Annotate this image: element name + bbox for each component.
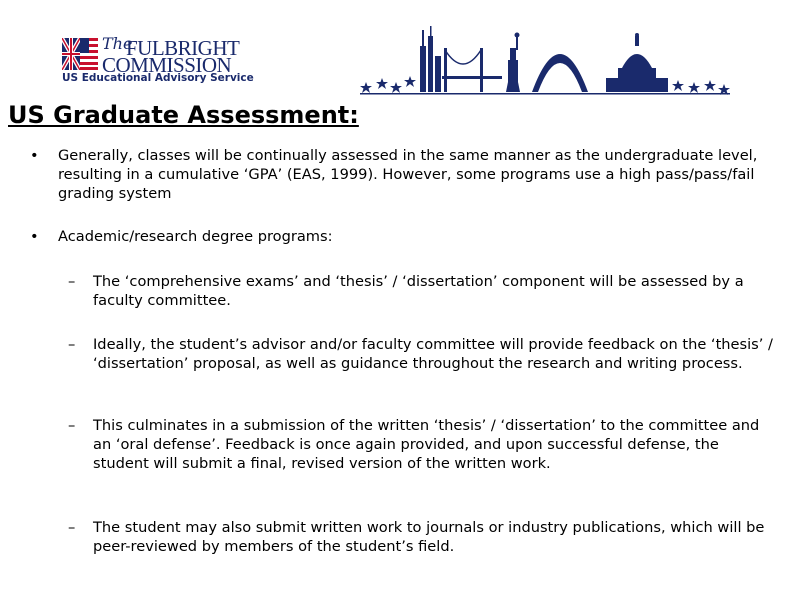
logo-the-text: The <box>102 34 133 53</box>
star-icon <box>376 78 388 89</box>
sub-bullet-marker: – <box>68 336 76 353</box>
star-icon <box>688 82 700 93</box>
logo-commission-text: COMMISSION <box>102 53 232 77</box>
sub-bullet-text: This culminates in a submission of the written ‘thesis’ / ‘dissertation’ to the committee and an ‘oral defense’. Feedback is once again provided, and upon successful defense, the student will submit a final, revised version of the written work. <box>93 417 760 472</box>
header <box>0 0 800 100</box>
us-skyline-banner <box>360 26 730 96</box>
bullet-text: Academic/research degree programs: <box>58 228 333 245</box>
sub-bullet-item <box>68 335 773 373</box>
bullet-marker: • <box>30 228 39 245</box>
star-icon <box>390 82 402 93</box>
sub-bullet-marker: – <box>68 519 76 536</box>
sub-bullet-item <box>68 416 773 473</box>
star-icon <box>404 76 416 87</box>
page-title: US Graduate Assessment: <box>8 101 359 129</box>
bullet-item <box>30 227 768 246</box>
sub-bullet-item <box>68 272 773 310</box>
star-icon <box>704 80 716 91</box>
star-icon <box>360 82 372 93</box>
fulbright-commission-logo <box>62 34 254 86</box>
logo-subtitle: US Educational Advisory Service <box>62 72 254 84</box>
bullet-item <box>30 146 768 203</box>
star-icon <box>672 80 684 91</box>
bullet-marker: • <box>30 147 39 164</box>
sub-bullet-marker: – <box>68 417 76 434</box>
flag-icon <box>62 38 98 70</box>
sub-bullet-text: The student may also submit written work to journals or industry publications, which will be peer-reviewed by members of the student’s field. <box>93 519 765 555</box>
sub-bullet-text: The ‘comprehensive exams’ and ‘thesis’ / ‘dissertation’ component will be assessed by a faculty committee. <box>93 273 744 309</box>
sub-bullet-item <box>68 518 773 556</box>
sub-bullet-marker: – <box>68 273 76 290</box>
bullet-text: Generally, classes will be continually assessed in the same manner as the undergraduate level, resulting in a cumulative ‘GPA’ (EAS, 1999). However, some programs use a high pass/pass/fail grading system <box>58 147 758 202</box>
logo-fulbright-text: FULBRIGHT <box>126 36 240 60</box>
sub-bullet-text: Ideally, the student’s advisor and/or faculty committee will provide feedback on the ‘thesis’ / ‘dissertation’ proposal, as well as guidance throughout the research and writing process. <box>93 336 773 372</box>
